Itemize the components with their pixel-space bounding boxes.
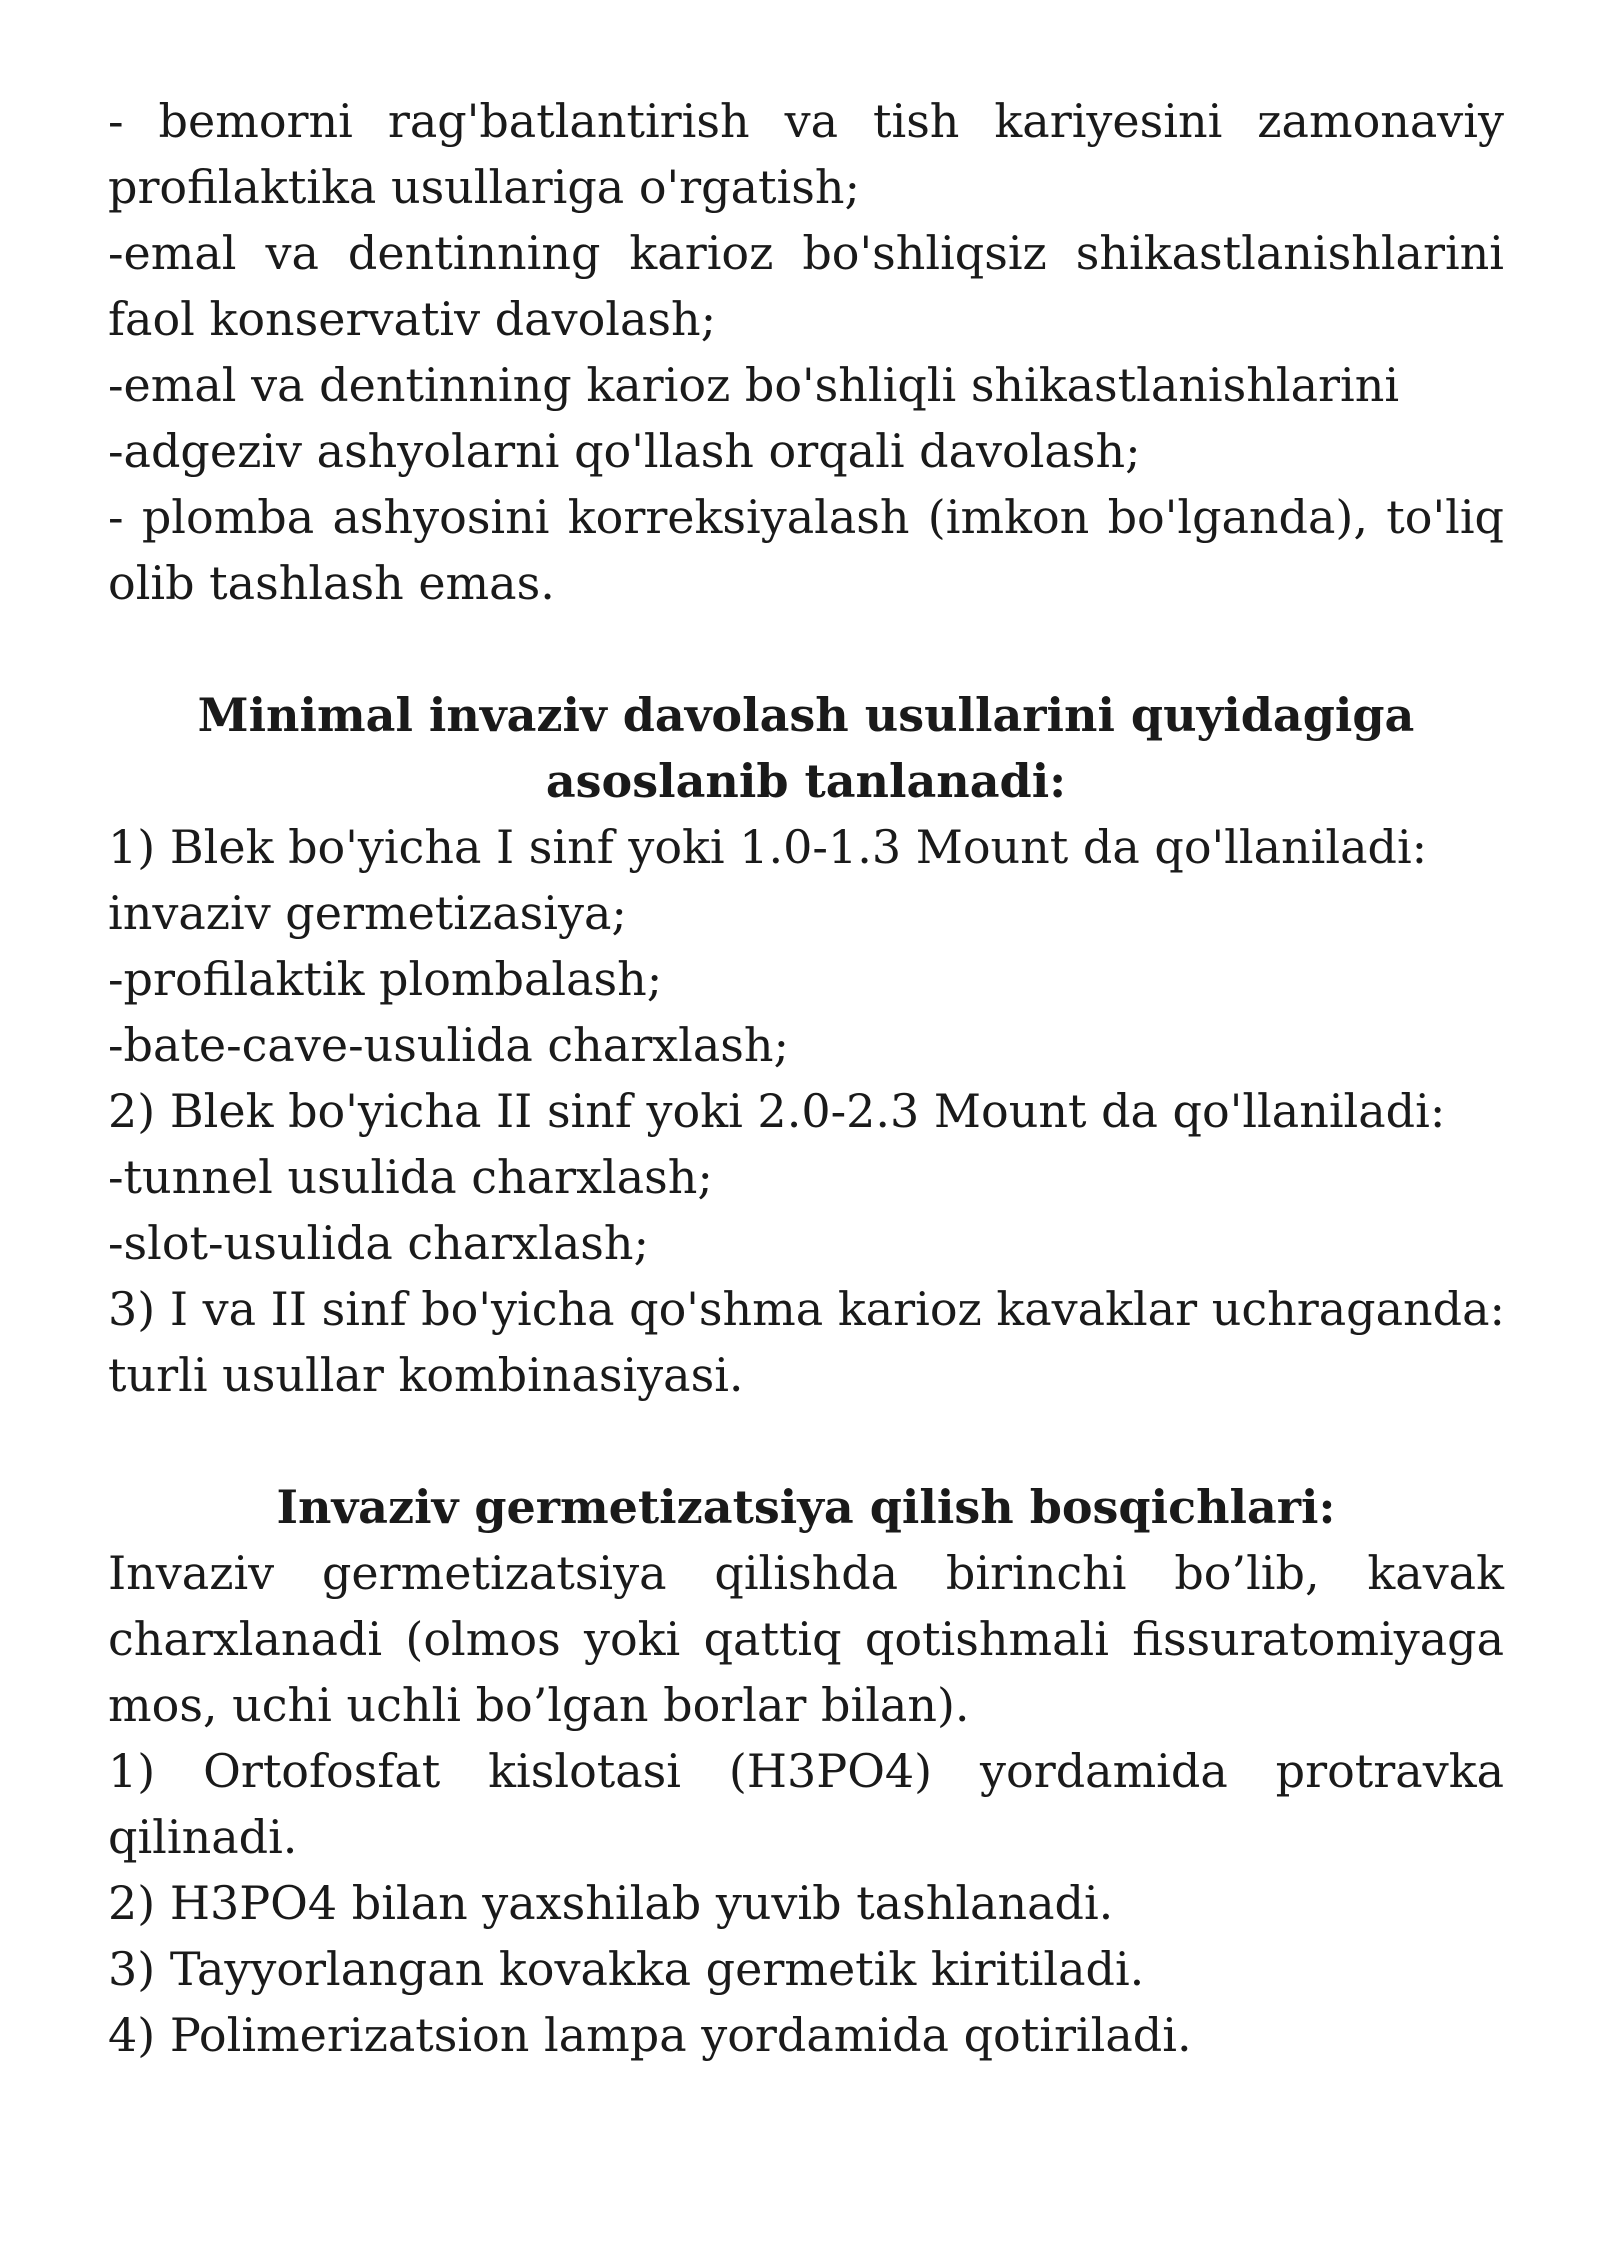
text-line: invaziv germetizasiya; (108, 886, 627, 940)
text-line: - plomba ashyosini korreksiyalash (imkon bo'lganda), to'liq (108, 490, 1504, 544)
text-line: turli usullar kombinasiyasi. (108, 1348, 744, 1402)
text-line: Invaziv germetizatsiya qilishda birinchi bo’lib, kavak (108, 1546, 1504, 1600)
paragraph-gap (108, 616, 1504, 682)
section-minimal-invasive-methods (108, 682, 1504, 1408)
section-sealing-steps (108, 1474, 1504, 2068)
text-line: -profilaktik plombalash; (108, 952, 663, 1006)
text-line: 4) Polimerizatsion lampa yordamida qotiriladi. (108, 2008, 1192, 2062)
section-heading: Minimal invaziv davolash usullarini quyidagiga (197, 688, 1415, 742)
text-line: qilinadi. (108, 1810, 298, 1864)
text-line: -emal va dentinning karioz bo'shliqli shikastlanishlarini (108, 358, 1400, 412)
text-line: -slot-usulida charxlash; (108, 1216, 649, 1270)
text-line: mos, uchi uchli bo’lgan borlar bilan). (108, 1678, 970, 1732)
text-line: 1) Ortofosfat kislotasi (H3PO4) yordamida protravka (108, 1744, 1504, 1798)
text-line: - bemorni rag'batlantirish va tish kariyesini zamonaviy (108, 94, 1504, 148)
text-line: 3) I va II sinf bo'yicha qo'shma karioz kavaklar uchraganda: (108, 1282, 1506, 1336)
text-line: -tunnel usulida charxlash; (108, 1150, 713, 1204)
text-line: -bate-cave-usulida charxlash; (108, 1018, 789, 1072)
text-line: 1) Blek bo'yicha I sinf yoki 1.0-1.3 Mount da qo'llaniladi: (108, 820, 1428, 874)
text-line: profilaktika usullariga o'rgatish; (108, 160, 860, 214)
document-page (108, 88, 1504, 2068)
paragraph-gap (108, 1408, 1504, 1474)
section-heading: Invaziv germetizatsiya qilish bosqichlari: (276, 1480, 1336, 1534)
text-line: olib tashlash emas. (108, 556, 555, 610)
section-heading: asoslanib tanlanadi: (545, 754, 1067, 808)
text-line: -emal va dentinning karioz bo'shliqsiz shikastlanishlarini (108, 226, 1504, 280)
text-line: 2) H3PO4 bilan yaxshilab yuvib tashlanadi. (108, 1876, 1114, 1930)
section-treatment-principles (108, 88, 1504, 616)
text-line: 2) Blek bo'yicha II sinf yoki 2.0-2.3 Mount da qo'llaniladi: (108, 1084, 1446, 1138)
text-line: -adgeziv ashyolarni qo'llash orqali davolash; (108, 424, 1141, 478)
text-line: faol konservativ davolash; (108, 292, 717, 346)
text-line: charxlanadi (olmos yoki qattiq qotishmali fissuratomiyaga (108, 1612, 1504, 1666)
text-line: 3) Tayyorlangan kovakka germetik kiritiladi. (108, 1942, 1145, 1996)
